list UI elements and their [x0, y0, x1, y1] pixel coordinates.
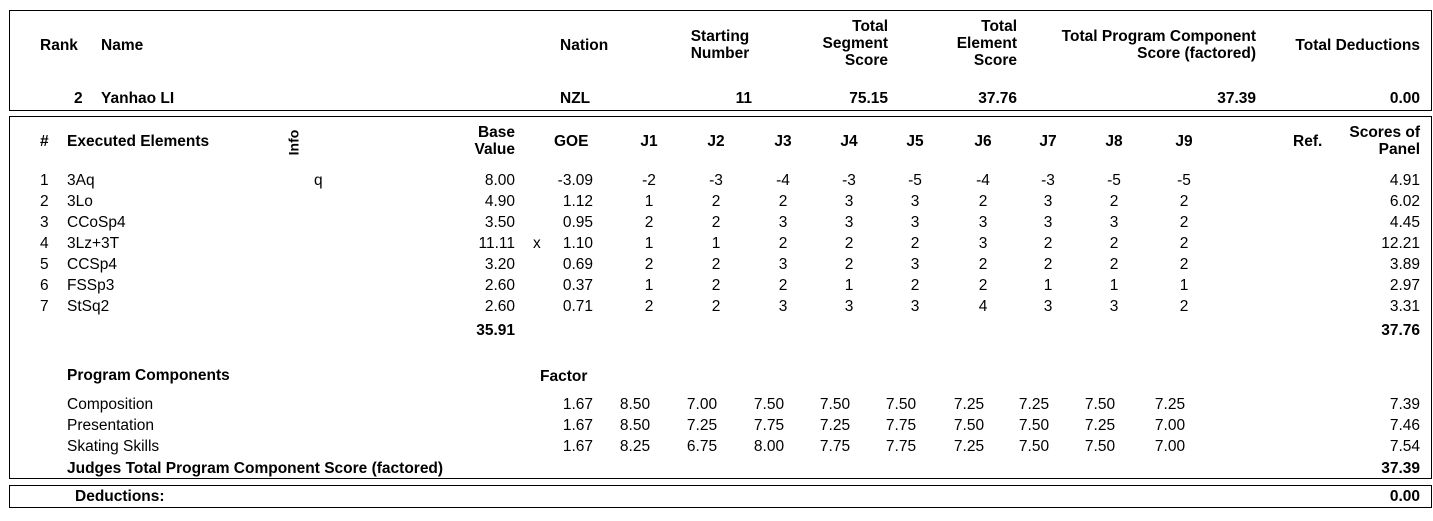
skater-deductions: 0.00	[1389, 90, 1420, 107]
element-judge-score: -3	[709, 172, 723, 189]
element-judge-score: 2	[844, 256, 854, 273]
element-info: q	[314, 172, 323, 189]
element-name: FSSp3	[67, 277, 115, 294]
element-judge-score: 2	[978, 193, 988, 210]
element-goe: 0.37	[562, 277, 593, 294]
element-judge-score: 2	[1179, 298, 1189, 315]
deductions-footer-label: Deductions:	[75, 488, 165, 505]
element-judge-score: 1	[1109, 277, 1119, 294]
base-value-label: Base Value	[474, 124, 515, 158]
component-panel-score: 7.39	[1389, 396, 1420, 413]
judge-header-6: J6	[974, 133, 992, 150]
component-judge-score: 8.00	[753, 438, 785, 455]
element-judge-score: 3	[910, 298, 920, 315]
base-total: 35.91	[476, 322, 515, 339]
component-judge-score: 7.25	[1018, 396, 1050, 413]
tpcs-label: Total Program Component Score (factored)	[1061, 28, 1256, 62]
element-judge-score: 2	[711, 193, 721, 210]
element-judge-score: 2	[778, 277, 788, 294]
element-judge-score: 2	[910, 235, 920, 252]
element-base-value: 3.20	[484, 256, 515, 273]
element-judge-score: 2	[1179, 193, 1189, 210]
component-judge-score: 7.00	[1154, 417, 1186, 434]
element-judge-score: 3	[910, 256, 920, 273]
element-judge-score: 3	[778, 214, 788, 231]
element-judge-score: 2	[978, 256, 988, 273]
element-judge-score: 2	[844, 235, 854, 252]
element-judge-score: -3	[842, 172, 856, 189]
element-judge-score: 1	[644, 277, 654, 294]
info-col-label: Info	[285, 129, 302, 156]
element-judge-score: -3	[1041, 172, 1055, 189]
judge-header-2: J2	[707, 133, 725, 150]
element-panel-score: 12.21	[1381, 235, 1420, 252]
element-judge-score: 2	[1043, 235, 1053, 252]
element-judge-score: 2	[711, 256, 721, 273]
element-num: 7	[40, 298, 49, 315]
judge-header-5: J5	[906, 133, 924, 150]
element-judge-score: 2	[711, 277, 721, 294]
component-name: Skating Skills	[67, 438, 160, 455]
element-judge-score: 3	[978, 235, 988, 252]
rank-label: Rank	[40, 37, 78, 54]
component-judge-score: 7.50	[1018, 438, 1050, 455]
components-total-value: 37.39	[1381, 460, 1420, 477]
element-num: 3	[40, 214, 49, 231]
program-components-label: Program Components	[67, 367, 230, 384]
scores-of-panel-label: Scores of Panel	[1349, 124, 1420, 158]
component-judge-score: 7.25	[1084, 417, 1116, 434]
judge-header-7: J7	[1039, 133, 1057, 150]
element-judge-score: 3	[910, 193, 920, 210]
skater-name: Yanhao LI	[101, 90, 175, 107]
element-judge-score: 2	[778, 235, 788, 252]
element-goe: -3.09	[557, 172, 593, 189]
element-goe: 0.95	[562, 214, 593, 231]
component-judge-score: 7.50	[1018, 417, 1050, 434]
component-panel-score: 7.54	[1389, 438, 1420, 455]
skater-starting-number: 11	[735, 90, 752, 107]
component-judge-score: 7.25	[1154, 396, 1186, 413]
element-num: 4	[40, 235, 49, 252]
judge-header-3: J3	[774, 133, 792, 150]
element-base-value: 4.90	[484, 193, 515, 210]
component-judge-score: 7.75	[885, 417, 917, 434]
starting-number-label: Starting Number	[690, 28, 750, 62]
element-panel-score: 4.91	[1389, 172, 1420, 189]
nation-label: Nation	[560, 37, 609, 54]
element-name: 3Lz+3T	[67, 235, 120, 252]
component-judge-score: 7.50	[885, 396, 917, 413]
element-num: 2	[40, 193, 49, 210]
element-name: 3Lo	[67, 193, 93, 210]
component-judge-score: 7.25	[953, 438, 985, 455]
component-factor: 1.67	[562, 438, 593, 455]
factor-label: Factor	[540, 368, 588, 385]
element-judge-score: -5	[1107, 172, 1121, 189]
element-judge-score: 2	[1109, 235, 1119, 252]
element-panel-score: 6.02	[1389, 193, 1420, 210]
element-judge-score: -4	[976, 172, 990, 189]
element-judge-score: 3	[844, 298, 854, 315]
components-total-label: Judges Total Program Component Score (factored)	[67, 460, 444, 477]
component-factor: 1.67	[562, 417, 593, 434]
skater-tes: 37.76	[978, 90, 1017, 107]
element-judge-score: -4	[776, 172, 790, 189]
element-judge-score: 2	[978, 277, 988, 294]
element-judge-score: 3	[778, 256, 788, 273]
deductions-box	[9, 485, 1432, 508]
component-judge-score: 7.25	[686, 417, 718, 434]
element-judge-score: 3	[978, 214, 988, 231]
element-judge-score: 3	[844, 214, 854, 231]
component-factor: 1.67	[562, 396, 593, 413]
element-name: 3Aq	[67, 172, 95, 189]
component-judge-score: 7.50	[953, 417, 985, 434]
component-panel-score: 7.46	[1389, 417, 1420, 434]
element-judge-score: 3	[1109, 298, 1119, 315]
element-judge-score: 3	[910, 214, 920, 231]
judge-header-9: J9	[1175, 133, 1193, 150]
element-judge-score: 1	[711, 235, 721, 252]
judge-header-1: J1	[640, 133, 658, 150]
element-num: 5	[40, 256, 49, 273]
component-judge-score: 7.00	[1154, 438, 1186, 455]
element-judge-score: 2	[644, 298, 654, 315]
skater-tpcs: 37.39	[1217, 90, 1256, 107]
component-judge-score: 7.25	[953, 396, 985, 413]
component-judge-score: 7.50	[1084, 396, 1116, 413]
goe-label: GOE	[554, 133, 589, 150]
component-name: Presentation	[67, 417, 155, 434]
component-judge-score: 7.75	[753, 417, 785, 434]
element-base-value: 8.00	[484, 172, 515, 189]
element-judge-score: 2	[778, 193, 788, 210]
element-judge-score: 2	[1179, 214, 1189, 231]
panel-total: 37.76	[1381, 322, 1420, 339]
component-judge-score: 7.50	[1084, 438, 1116, 455]
deductions-label: Total Deductions	[1295, 37, 1420, 54]
skater-rank: 2	[74, 90, 83, 107]
deductions-footer-value: 0.00	[1389, 488, 1420, 505]
element-goe: 1.10	[562, 235, 593, 252]
tss-label: Total Segment Score	[822, 18, 888, 69]
judge-header-8: J8	[1105, 133, 1123, 150]
component-judge-score: 7.75	[885, 438, 917, 455]
element-judge-score: 3	[844, 193, 854, 210]
element-judge-score: 1	[644, 235, 654, 252]
element-judge-score: 2	[1109, 256, 1119, 273]
element-judge-score: 1	[1179, 277, 1189, 294]
executed-elements-label: Executed Elements	[67, 133, 210, 150]
element-panel-score: 3.31	[1389, 298, 1420, 315]
component-judge-score: 8.50	[619, 396, 651, 413]
element-num: 1	[40, 172, 49, 189]
element-panel-score: 2.97	[1389, 277, 1420, 294]
component-judge-score: 8.25	[619, 438, 651, 455]
element-judge-score: 3	[1043, 298, 1053, 315]
element-name: CCoSp4	[67, 214, 126, 231]
element-judge-score: 1	[644, 193, 654, 210]
element-judge-score: 4	[978, 298, 988, 315]
element-judge-score: 2	[1109, 193, 1119, 210]
element-base-value: 11.11	[478, 235, 515, 252]
element-judge-score: 2	[1179, 256, 1189, 273]
element-judge-score: 2	[711, 214, 721, 231]
element-judge-score: 3	[1043, 193, 1053, 210]
element-num: 6	[40, 277, 49, 294]
num-col-label: #	[40, 133, 49, 150]
ref-label: Ref.	[1293, 133, 1323, 150]
component-judge-score: 7.00	[686, 396, 718, 413]
element-judge-score: 2	[910, 277, 920, 294]
component-judge-score: 6.75	[686, 438, 718, 455]
component-judge-score: 7.25	[819, 417, 851, 434]
component-judge-score: 7.50	[819, 396, 851, 413]
tes-label: Total Element Score	[956, 18, 1017, 69]
component-judge-score: 7.50	[753, 396, 785, 413]
element-judge-score: 3	[1043, 214, 1053, 231]
judge-header-4: J4	[840, 133, 858, 150]
skater-nation: NZL	[560, 90, 591, 107]
component-judge-score: 8.50	[619, 417, 651, 434]
element-goe: 1.12	[562, 193, 593, 210]
element-judge-score: 2	[644, 214, 654, 231]
element-base-value: 3.50	[484, 214, 515, 231]
component-name: Composition	[67, 396, 154, 413]
element-goe: 0.69	[562, 256, 593, 273]
element-judge-score: 3	[778, 298, 788, 315]
element-base-value: 2.60	[484, 298, 515, 315]
element-judge-score: 1	[1043, 277, 1053, 294]
element-judge-score: -5	[1177, 172, 1191, 189]
element-goe: 0.71	[562, 298, 593, 315]
element-name: StSq2	[67, 298, 110, 315]
element-base-value: 2.60	[484, 277, 515, 294]
element-panel-score: 4.45	[1389, 214, 1420, 231]
element-judge-score: -2	[642, 172, 656, 189]
element-panel-score: 3.89	[1389, 256, 1420, 273]
element-judge-score: 3	[1109, 214, 1119, 231]
element-judge-score: 1	[844, 277, 854, 294]
element-judge-score: 2	[1179, 235, 1189, 252]
element-judge-score: 2	[711, 298, 721, 315]
element-judge-score: 2	[644, 256, 654, 273]
element-name: CCSp4	[67, 256, 117, 273]
skater-tss: 75.15	[849, 90, 888, 107]
component-judge-score: 7.75	[819, 438, 851, 455]
element-judge-score: -5	[908, 172, 922, 189]
element-judge-score: 2	[1043, 256, 1053, 273]
name-label: Name	[101, 37, 144, 54]
element-x-flag: x	[533, 235, 541, 252]
